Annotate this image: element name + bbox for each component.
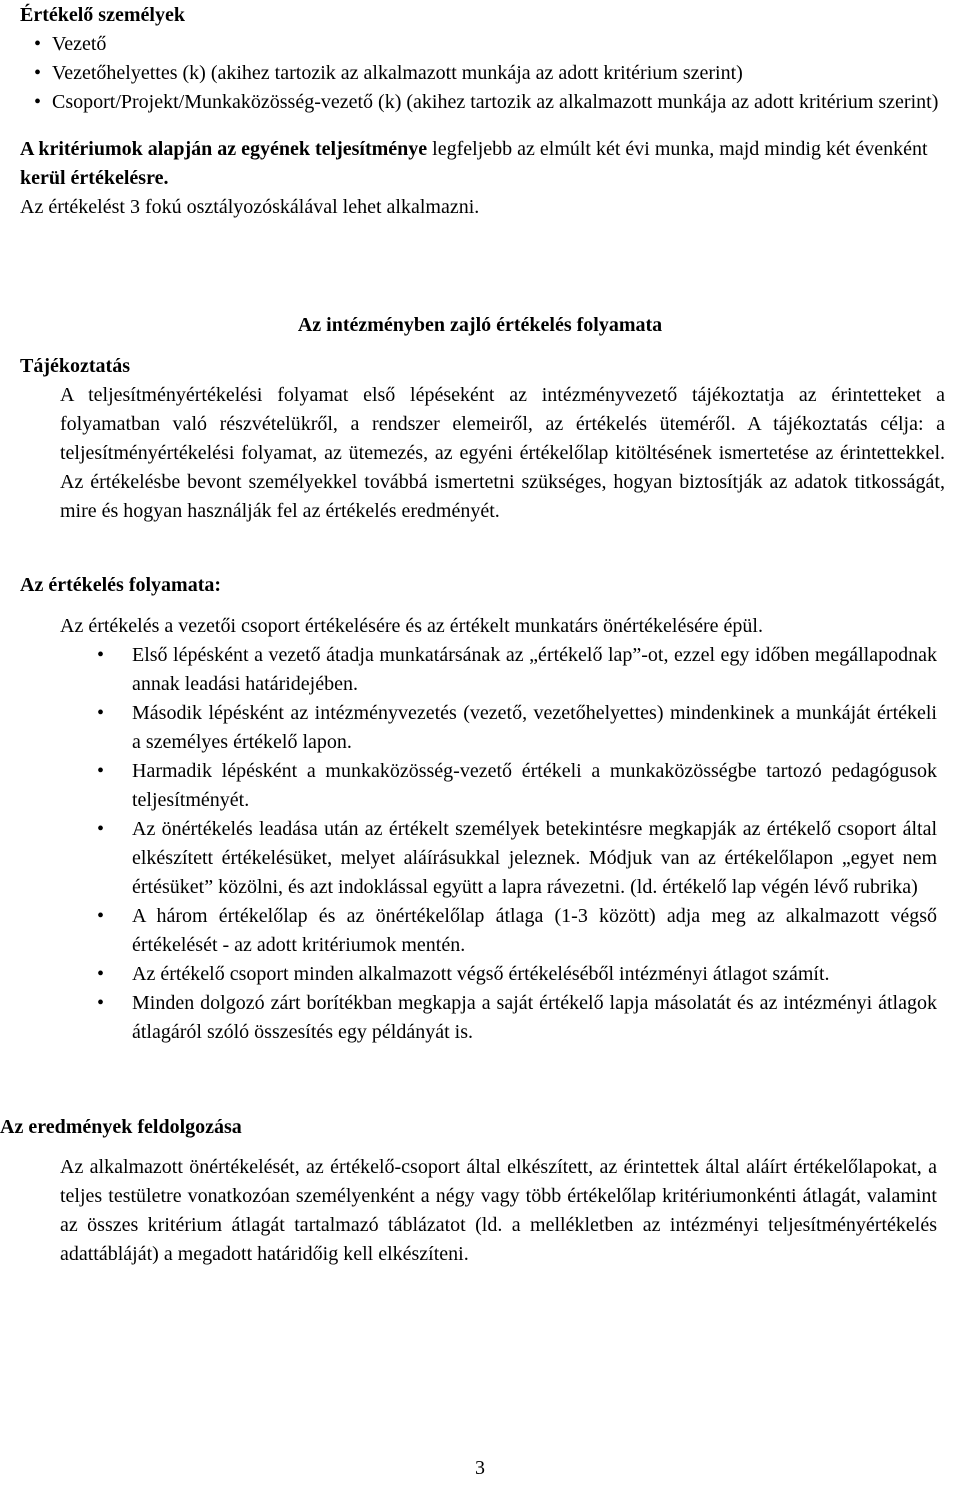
process-title: Az intézményben zajló értékelés folyamata: [297, 314, 663, 336]
info-section: [20, 352, 945, 526]
criteria-bold-2: kerül értékelésre.: [20, 167, 169, 189]
results-paragraph: Az alkalmazott önértékelését, az értékelő-csoport által elkészített, az érintettek által aláírt értékelőlapokat, a teljes testületre vonatkozóan személyenként a négy vagy több értékelőlap kritériumonkénti átlagát, valamint az összes kritérium átlagát tartalmazó táblázatot (ld. a mellékletben az intézményi teljesítményértékelés adattábláját) a megadott határidőig kell elkészíteni.: [60, 1156, 937, 1265]
criteria-paragraph: [20, 135, 945, 222]
criteria-bold-1: A kritériumok alapján az egyének teljesítménye: [20, 138, 428, 160]
list-item: • Minden dolgozó zárt borítékban megkapja a saját értékelő lapja másolatát és az intézményi átlagok átlagáról szóló összesítés egy példányát is.: [60, 989, 937, 1047]
evaluation-title: Az értékelés folyamata:: [20, 574, 222, 596]
evaluation-intro: Az értékelés a vezetői csoport értékelésére és az értékelt munkatárs önértékelésére épül.: [60, 615, 763, 637]
criteria-line-2: Az értékelést 3 fokú osztályozóskálával lehet alkalmazni.: [20, 196, 480, 218]
list-item: • A három értékelőlap és az önértékelőlap átlaga (1-3 között) adja meg az alkalmazott végső értékelését - az adott kritériumok mentén.: [60, 902, 937, 960]
list-item: • Vezetőhelyettes (k) (akihez tartozik az alkalmazott munkája az adott kritérium szerint): [20, 59, 945, 88]
list-item: • Az önértékelés leadása után az értékelt személyek betekintésre megkapják az értékelő csoport által elkészített értékelésüket, melyet aláírásukkal jeleznek. Módjuk van az értékelőlapon „egyet nem értésüket” közölni, és azt indoklással együtt a lapra rávezetni. (ld. értékelő lap végén lévő rubrika): [60, 815, 937, 902]
list-item: • Harmadik lépésként a munkaközösség-vezető értékeli a munkaközösségbe tartozó pedagógusok teljesítményét.: [60, 757, 937, 815]
results-title: Az eredmények feldolgozása: [0, 1116, 242, 1138]
criteria-text-1: legfeljebb az elmúlt két évi munka, majd mindig két évenként: [427, 138, 928, 160]
list-item: • Első lépésként a vezető átadja munkatársának az „értékelő lap”-ot, ezzel egy időben megállapodnak annak leadási határidejében.: [60, 641, 937, 699]
evaluation-steps: [60, 641, 937, 1047]
evaluators-title: Értékelő személyek: [20, 4, 185, 26]
list-item: • Vezető: [20, 30, 945, 59]
steps-list: [60, 641, 937, 1047]
list-item: • Második lépésként az intézményvezetés (vezető, vezetőhelyettes) mindenkinek a munkáját értékeli a személyes értékelő lapon.: [60, 699, 937, 757]
evaluators-section: [20, 1, 945, 222]
list-item: • Az értékelő csoport minden alkalmazott végső értékeléséből intézményi átlagot számít.: [60, 960, 937, 989]
page-number: 3: [475, 1457, 485, 1479]
info-title: Tájékoztatás: [20, 355, 130, 377]
list-item: • Csoport/Projekt/Munkaközösség-vezető (k) (akihez tartozik az alkalmazott munkája az adott kritérium szerint): [20, 88, 945, 117]
evaluators-list: [20, 30, 945, 117]
info-paragraph: A teljesítményértékelési folyamat első lépéseként az intézményvezető tájékoztatja az érintetteket a folyamatban való részvételükről, a rendszer elemeiről, az értékelés üteméről. A tájékoztatás célja: a teljesítményértékelési folyamat, az ütemezés, az egyéni értékelőlap kitöltésének ismertetése az érintettekkel. Az értékelésbe bevont személyekkel továbbá ismertetni szükséges, hogyan biztosítják az adatok titkosságát, mire és hogyan használják fel az értékelés eredményét.: [60, 384, 945, 522]
